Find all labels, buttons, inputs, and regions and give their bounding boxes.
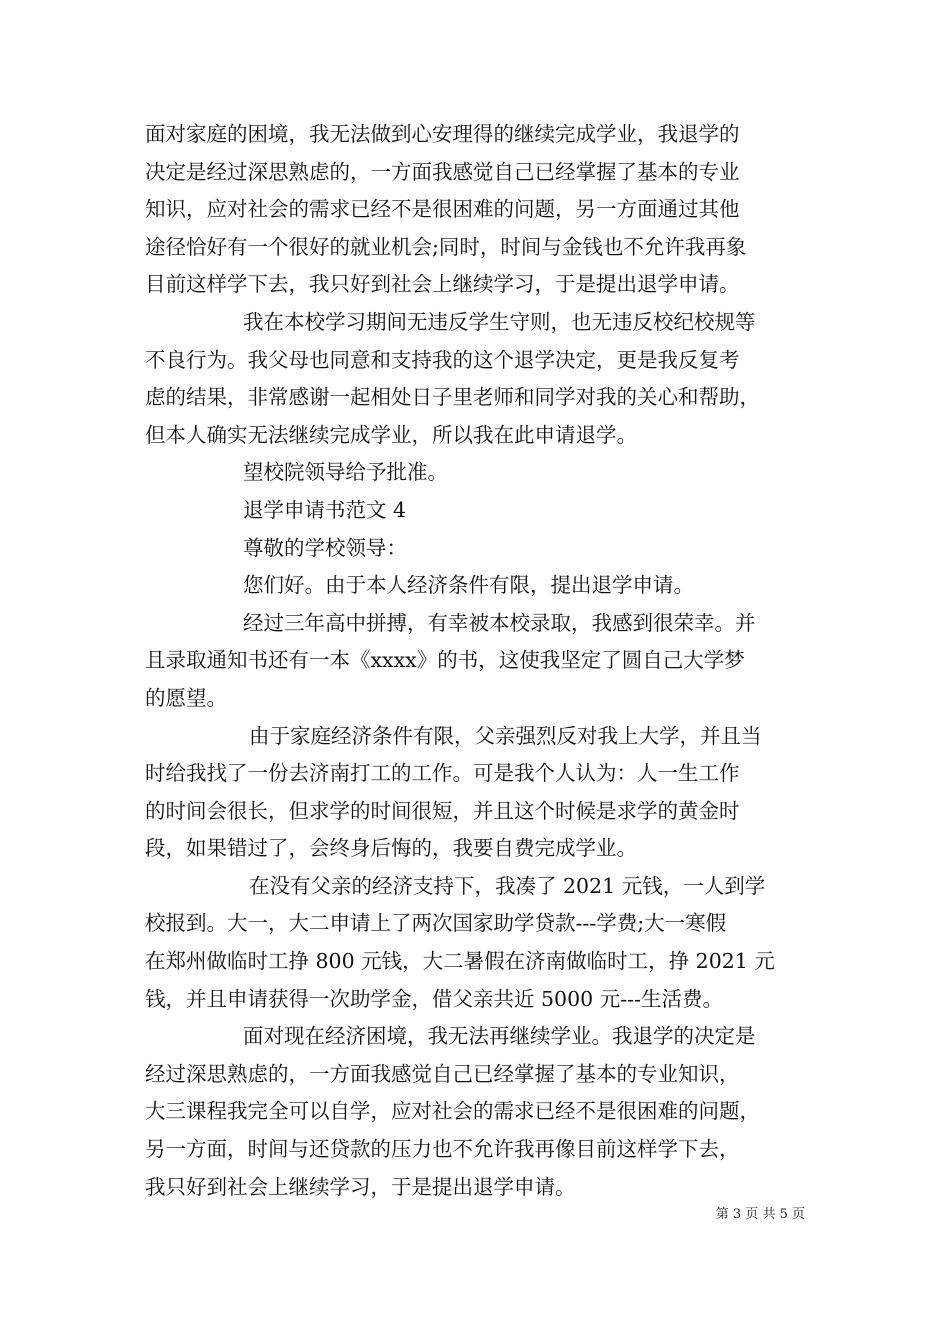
paragraph-start-line: 经过三年高中拼搏，有幸被本校录取，我感到很荣幸。并 — [243, 610, 756, 635]
text-line: 时给我找了一份去济南打工的工作。可是我个人认为：人一生工作 — [145, 761, 740, 786]
text-line: 的愿望。 — [145, 685, 227, 710]
greeting-line: 您们好。由于本人经济条件有限，提出退学申请。 — [243, 573, 694, 598]
text-line: 虑的结果，非常感谢一起相处日子里老师和同学对我的关心和帮助， — [145, 385, 760, 410]
text-line: 另一方面，时间与还贷款的压力也不允许我再像目前这样学下去， — [145, 1137, 740, 1162]
paragraph-start-line: 我在本校学习期间无违反学生守则，也无违反校纪校规等 — [243, 309, 756, 334]
text-line: 的时间会很长，但求学的时间很短，并且这个时候是求学的黄金时 — [145, 798, 740, 823]
approval-request-line: 望校院领导给予批准。 — [243, 460, 448, 485]
text-line: 在郑州做临时工挣 800 元钱，大二暑假在济南做临时工，挣 2021 元 — [145, 949, 775, 974]
text-line: 决定是经过深思熟虑的，一方面我感觉自己已经掌握了基本的专业 — [145, 159, 740, 184]
text-line: 我只好到社会上继续学习，于是提出退学申请。 — [145, 1174, 576, 1199]
section-heading: 退学申请书范文 4 — [243, 497, 407, 522]
paragraph-start-line: 由于家庭经济条件有限，父亲强烈反对我上大学，并且当 — [249, 723, 762, 748]
text-line: 目前这样学下去，我只好到社会上继续学习，于是提出退学申请。 — [145, 272, 740, 297]
page-number-footer: 第 3 页 共 5 页 — [715, 1207, 805, 1222]
paragraph-start-line: 面对现在经济困境，我无法再继续学业。我退学的决定是 — [243, 1024, 756, 1049]
salutation: 尊敬的学校领导： — [243, 535, 407, 560]
text-line: 且录取通知书还有一本《xxxx》的书，这使我坚定了圆自己大学梦 — [145, 648, 745, 673]
text-line: 经过深思熟虑的，一方面我感觉自己已经掌握了基本的专业知识， — [145, 1061, 740, 1086]
paragraph-start-line: 在没有父亲的经济支持下，我凑了 2021 元钱，一人到学 — [249, 873, 766, 898]
text-line: 不良行为。我父母也同意和支持我的这个退学决定，更是我反复考 — [145, 347, 740, 372]
text-line: 知识，应对社会的需求已经不是很困难的问题，另一方面通过其他 — [145, 197, 740, 222]
text-line: 途径恰好有一个很好的就业机会;同时，时间与金钱也不允许我再象 — [145, 234, 747, 259]
text-line: 面对家庭的困境，我无法做到心安理得的继续完成学业，我退学的 — [145, 122, 740, 146]
text-line: 校报到。大一，大二申请上了两次国家助学贷款---学费;大一寒假 — [145, 911, 727, 936]
text-line: 但本人确实无法继续完成学业，所以我在此申请退学。 — [145, 422, 637, 447]
text-line: 大三课程我完全可以自学，应对社会的需求已经不是很困难的问题， — [145, 1099, 760, 1124]
text-line: 钱，并且申请获得一次助学金，借父亲共近 5000 元---生活费。 — [145, 986, 723, 1011]
text-line: 段，如果错过了，会终身后悔的，我要自费完成学业。 — [145, 836, 637, 861]
document-body — [145, 116, 825, 1206]
